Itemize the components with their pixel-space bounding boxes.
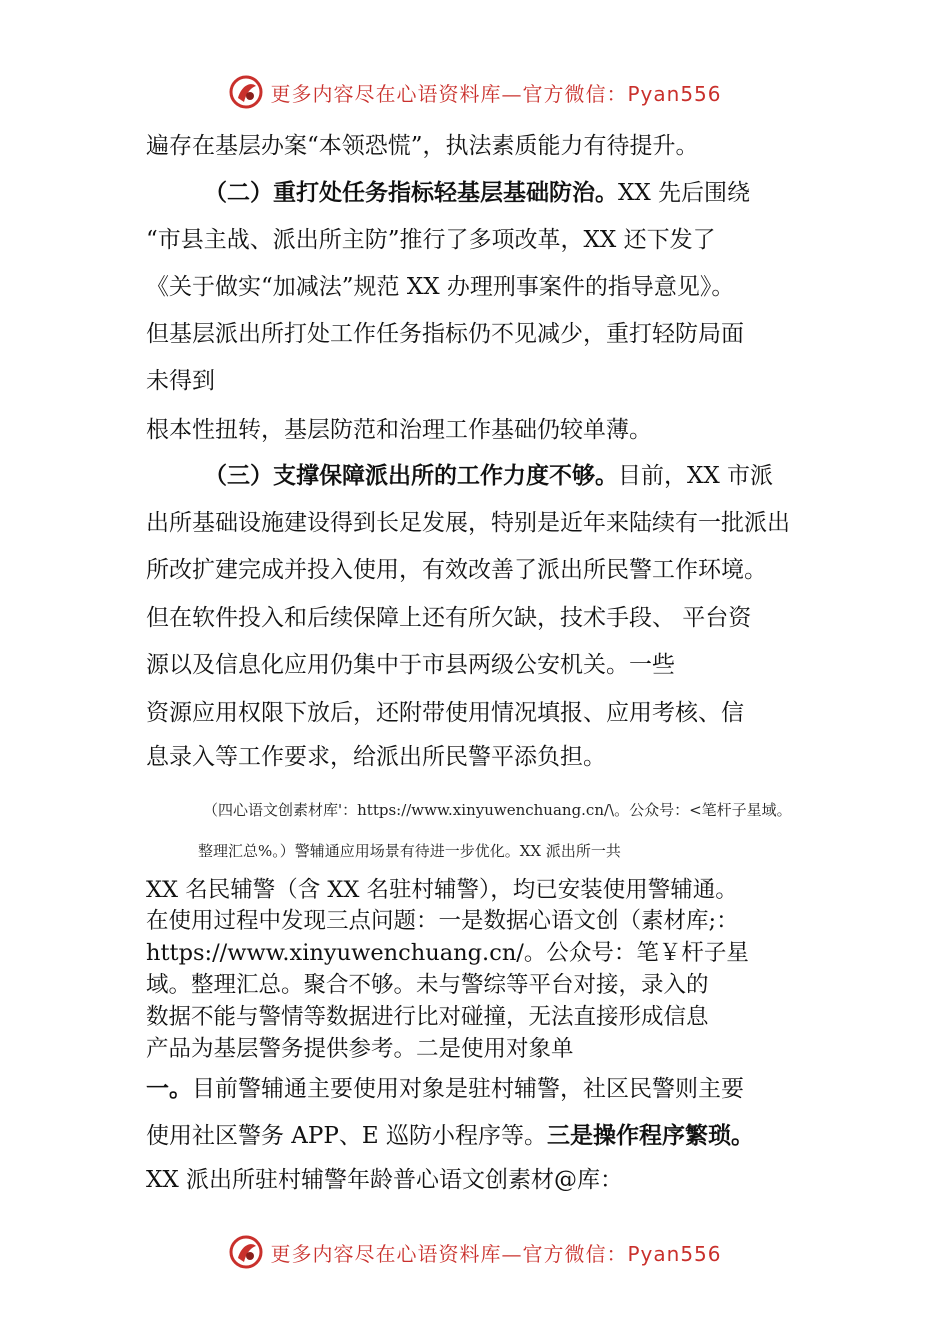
body-line: 未得到 xyxy=(146,368,215,394)
section-2-first-line xyxy=(204,178,750,208)
section-2-heading: （二）重打处任务指标轻基层基础防治。 xyxy=(204,180,618,206)
body-line: 但基层派出所打处工作任务指标仍不见减少，重打轻防局面 xyxy=(146,321,744,347)
body-line: 所改扩建完成并投入使用，有效改善了派出所民警工作环境。 xyxy=(146,557,767,583)
dense-line: 在使用过程中发现三点问题：一是数据心语文创（素材库;： xyxy=(146,908,739,934)
banner-text xyxy=(270,1238,721,1267)
banner-slogan: 更多内容尽在心语资料库—官方微信： xyxy=(270,81,628,106)
dense-line: 域。整理汇总。聚合不够。未与警综等平台对接，录入的 xyxy=(146,972,709,998)
body-text: 目前，XX 市派 xyxy=(618,463,774,489)
banner-slogan: 更多内容尽在心语资料库—官方微信： xyxy=(270,1241,628,1266)
banner-wechat-id: Pyan556 xyxy=(627,1241,722,1266)
section-3-first-line xyxy=(204,461,773,491)
dense-line: 产品为基层警务提供参考。二是使用对象单 xyxy=(146,1036,574,1062)
body-line: 息录入等工作要求，给派出所民警平添负担。 xyxy=(146,744,606,770)
dense-line: 数据不能与警情等数据进行比对碰撞，无法直接形成信息 xyxy=(146,1004,709,1030)
body-line xyxy=(146,1121,754,1151)
dense-line: https://www.xinyuwenchuang.cn/。公众号：笔￥杆子星 xyxy=(146,940,749,966)
note-line: （四心语文创素材库'：https://www.xinyuwenchuang.cn/\。公众号：<笔杆子星域。 xyxy=(203,801,792,819)
dense-line: XX 名民辅警（含 XX 名驻村辅警），均已安装使用警辅通。 xyxy=(146,877,738,903)
header-watermark-banner xyxy=(0,70,950,114)
banner-text xyxy=(270,78,721,107)
body-line: 根本性扭转，基层防范和治理工作基础仍较单薄。 xyxy=(146,417,652,443)
body-line: 《关于做实“加减法”规范 XX 办理刑事案件的指导意见》。 xyxy=(146,274,735,300)
body-line: 源以及信息化应用仍集中于市县两级公安机关。一些 xyxy=(146,652,675,678)
brand-logo-icon xyxy=(228,74,264,110)
body-line: XX 派出所驻村辅警年龄普心语文创素材@库： xyxy=(146,1167,624,1193)
body-line: 出所基础设施建设得到长足发展，特别是近年来陆续有一批派出 xyxy=(146,510,790,536)
banner-wechat-id: Pyan556 xyxy=(627,81,722,106)
note-line: 整理汇总%。）警辅通应用场景有待进一步优化。XX 派出所一共 xyxy=(198,842,621,860)
body-line: “市县主战、派出所主防”推行了多项改革，XX 还下发了 xyxy=(146,227,716,253)
section-3-heading: （三）支撑保障派出所的工作力度不够。 xyxy=(204,463,618,489)
body-line: 但在软件投入和后续保障上还有所欠缺，技术手段、 平台资 xyxy=(146,605,752,631)
emphasis-text: 三是操作程序繁琐。 xyxy=(546,1123,754,1149)
emphasis-text: 一。 xyxy=(146,1076,192,1102)
body-text: 使用社区警务 APP、E 巡防小程序等。 xyxy=(146,1123,547,1149)
brand-logo-icon xyxy=(228,1234,264,1270)
footer-watermark-banner xyxy=(0,1230,950,1274)
body-line: 资源应用权限下放后，还附带使用情况填报、应用考核、信 xyxy=(146,700,744,726)
body-line: 遍存在基层办案“本领恐慌”，执法素质能力有待提升。 xyxy=(146,133,699,159)
body-line xyxy=(146,1074,744,1104)
body-text: 目前警辅通主要使用对象是驻村辅警，社区民警则主要 xyxy=(192,1076,744,1102)
body-text: XX 先后围绕 xyxy=(618,180,751,206)
